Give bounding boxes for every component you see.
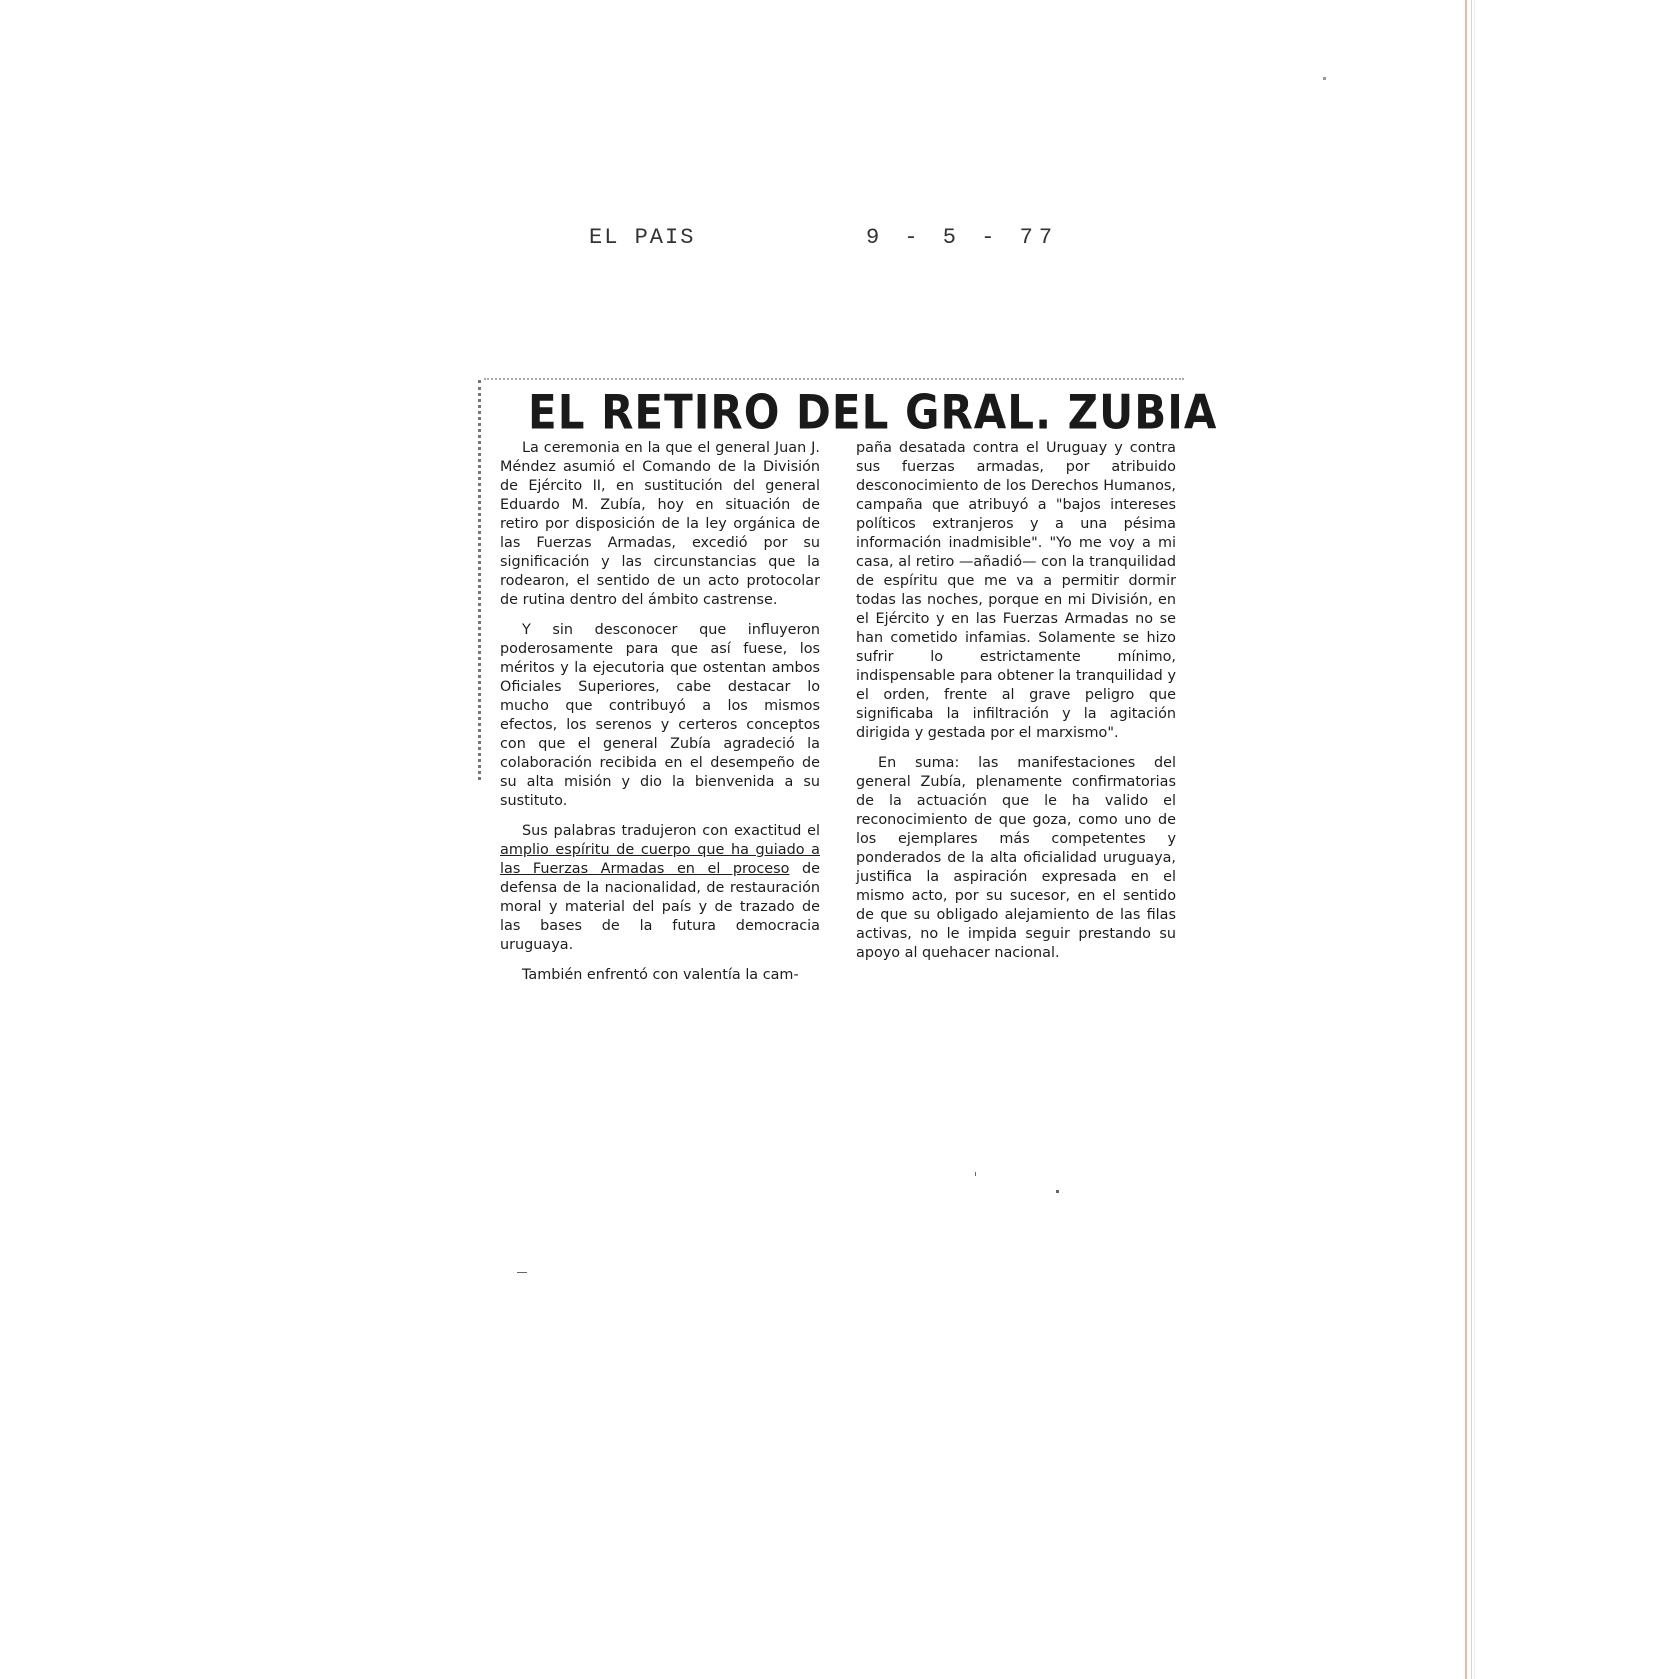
article-headline: EL RETIRO DEL GRAL. ZUBIA [528,385,1218,440]
scan-speck [1056,1190,1059,1193]
newspaper-name: EL PAIS [589,225,696,250]
scan-speck [975,1172,976,1176]
article-paragraph [500,822,820,955]
scan-speck [517,1272,527,1273]
paper-edge-shadow [1471,0,1472,1679]
clipping-date: 9 - 5 - 77 [866,225,1059,250]
article-column-left [500,439,820,996]
underlined-passage: amplio espíritu de cuerpo que ha guiado a las Fuerzas Armadas en el proceso [500,842,820,877]
paragraph-text: Sus palabras tradujeron con exactitud el [522,823,820,839]
article-paragraph: En suma: las manifestaciones del general Zubía, plenamente confirmatorias de la actuación que le ha valido el reconocimiento de que goza, como uno de los ejemplares más competentes y ponderados de la alta oficialidad uruguaya, justifica la aspiración expresada en el mismo acto, por su sucesor, en el sentido de que su obligado alejamiento de las filas activas, no le impida seguir prestando su apoyo al quehacer nacional. [856,755,1176,961]
paragraph-text: de defensa de la nacionalidad, de restauración moral y material del país y de trazado de las bases de la futura democracia uruguaya. [500,861,820,953]
article-paragraph: Y sin desconocer que influyeron poderosamente para que así fuese, los méritos y la ejecutoria que ostentan ambos Oficiales Superiores, cabe destacar lo mucho que contribuyó a los mismos efectos, los serenos y certeros conceptos con que el general Zubía agradeció la colaboración recibida en el desempeño de su alta misión y dio la bienvenida a su sustituto. [500,622,820,809]
paper-edge-line [1465,0,1467,1679]
paper-edge-shadow-light [1474,0,1475,1679]
newspaper-clipping [478,380,1218,983]
article-column-right [856,439,1176,974]
article-paragraph: paña desatada contra el Uruguay y contra sus fuerzas armadas, por atribuido desconocimiento de los Derechos Humanos, campaña que atribuyó a "bajos intereses políticos extranjeros y a una pésima información inadmisible". "Yo me voy a mi casa, al retiro —añadió— con la tranquilidad de espíritu que me va a permitir dormir todas las noches, porque en mi División, en el Ejército y en las Fuerzas Armadas no se han cometido infamias. Solamente se hizo sufrir lo estrictamente mínimo, indispensable para obtener la tranquilidad y el orden, frente al grave peligro que significaba la infiltración y la agitación dirigida y gestada por el marxismo". [856,440,1176,741]
scan-speck [1323,77,1326,80]
article-paragraph: También enfrentó con valentía la cam- [522,967,799,983]
clipping-cut-edge [478,380,481,780]
article-paragraph: La ceremonia en la que el general Juan J. Méndez asumió el Comando de la División de Ejército II, en sustitución del general Eduardo M. Zubía, hoy en situación de retiro por disposición de la ley orgánica de las Fuerzas Armadas, excedió por su significación y las circunstancias que la rodearon, el sentido de un acto protocolar de rutina dentro del ámbito castrense. [500,440,820,608]
clipping-cut-edge-top [484,378,1184,380]
